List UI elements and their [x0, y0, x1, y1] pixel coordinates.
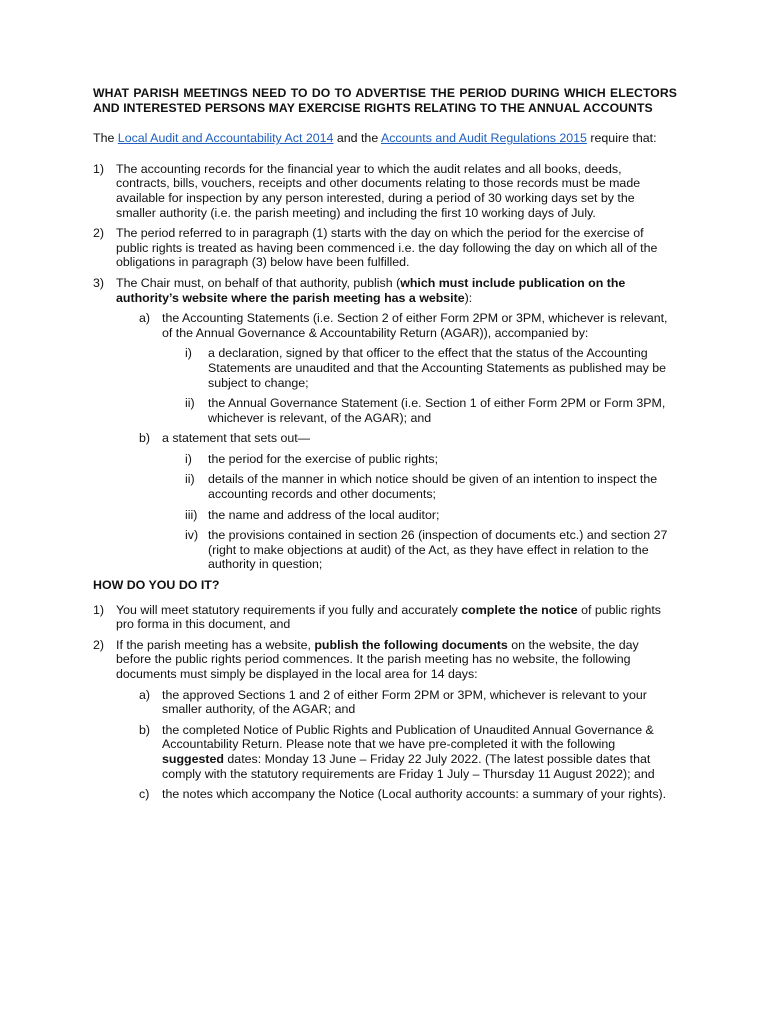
list-letter: a)	[139, 687, 151, 702]
requirement-text-end: ):	[464, 290, 473, 305]
sublist-item-a	[139, 311, 677, 425]
intro-suffix: require that:	[586, 131, 657, 146]
how-sublist-text: the notes which accompany the Notice (Local authority accounts: a summary of your rights).	[162, 787, 667, 802]
document-content	[93, 86, 677, 808]
how-bold-text: publish the following documents	[314, 637, 508, 652]
requirement-text: The period referred to in paragraph (1) starts with the day on which the period for the exercise of public rights is treated as having been commenced i.e. the day following the day on which all of the obligations in paragraph (3) below have been fulfilled.	[116, 226, 658, 270]
requirement-item-3	[93, 276, 677, 572]
how-text-end: on the website, the day before the public rights period commences. It the parish meeting has no website, the following documents must simply be displayed in the local area for 14 days:	[116, 637, 639, 681]
list-letter: a)	[139, 311, 151, 326]
how-text-end: of public rights pro forma in this document, and	[116, 602, 661, 632]
subsublist-text: the period for the exercise of public rights;	[208, 451, 439, 466]
requirement-text: The Chair must, on behalf of that authority, publish (	[116, 275, 401, 290]
subsublist-text: the name and address of the local auditor;	[208, 507, 440, 522]
how-sublist-item-c	[139, 787, 677, 802]
subsublist-item-i	[185, 346, 677, 390]
subsublist-text: the Annual Governance Statement (i.e. Section 1 of either Form 2PM or Form 3PM, whichever is relevant, of the AGAR); and	[208, 396, 666, 425]
list-letter: b)	[139, 722, 151, 737]
suggested-bold-text: suggested	[162, 751, 224, 766]
subsublist-item-iii	[185, 508, 677, 523]
list-roman: iv)	[185, 528, 199, 543]
requirement-text: The accounting records for the financial year to which the audit relates and all books, deeds, contracts, bills, vouchers, receipts and other documents relating to those records must be made available for inspection by any person interested, during a period of 30 working days set by the smaller authority (i.e. the parish meeting) and including the first 10 working days of July.	[116, 161, 641, 220]
sublist-text: the Accounting Statements (i.e. Section 2 of either Form 2PM or 3PM, whichever is relevant, of the Annual Governance & Accountability Return (AGAR)), accompanied by:	[162, 311, 668, 340]
subsublist-item-iv	[185, 528, 677, 572]
how-item-2	[93, 638, 677, 802]
document-title: WHAT PARISH MEETINGS NEED TO DO TO ADVERTISE THE PERIOD DURING WHICH ELECTORS AND INTERESTED PERSONS MAY EXERCISE RIGHTS RELATING TO THE ANNUAL ACCOUNTS	[93, 86, 677, 115]
list-roman: i)	[185, 451, 192, 466]
subsublist-item-i	[185, 452, 677, 467]
requirement-item-1	[93, 162, 677, 220]
requirement-bold-text: which must include publication on the authority’s website where the parish meeting has a website	[116, 275, 626, 305]
subsublist-item-ii	[185, 472, 677, 501]
list-number: 1)	[93, 161, 105, 176]
accounts-audit-regulations-link[interactable]: Accounts and Audit Regulations 2015	[380, 131, 587, 146]
intro-prefix: The	[93, 131, 118, 146]
list-roman: iii)	[185, 507, 198, 522]
subsublist-text: the provisions contained in section 26 (inspection of documents etc.) and section 27 (right to make objections at audit) of the Act, as they have effect in relation to the authority in question;	[208, 528, 668, 572]
how-sublist-text: the completed Notice of Public Rights and Publication of Unaudited Annual Governance & Accountability Return. Please note that we have pre-completed it with the following	[162, 722, 654, 752]
list-number: 1)	[93, 602, 105, 617]
how-heading: HOW DO YOU DO IT?	[93, 578, 220, 593]
how-text: You will meet statutory requirements if you fully and accurately	[116, 602, 462, 617]
how-sublist-item-a	[139, 688, 677, 717]
list-roman: ii)	[185, 396, 195, 411]
list-roman: i)	[185, 346, 192, 361]
list-number: 2)	[93, 226, 105, 241]
list-letter: b)	[139, 431, 151, 446]
how-item-1	[93, 603, 677, 632]
how-sublist-item-b	[139, 723, 677, 781]
list-letter: c)	[139, 787, 150, 802]
local-audit-act-link[interactable]: Local Audit and Accountability Act 2014	[117, 131, 334, 146]
how-bold-text: complete the notice	[461, 602, 578, 617]
requirement-item-2	[93, 226, 677, 270]
how-sublist-text: the approved Sections 1 and 2 of either Form 2PM or 3PM, whichever is relevant to your smaller authority, of the AGAR; and	[162, 687, 647, 717]
intro-paragraph	[93, 131, 677, 146]
sublist-text: a statement that sets out—	[162, 431, 311, 446]
subsublist-text: a declaration, signed by that officer to the effect that the status of the Accounting Statements are unaudited and that the Accounting Statements as published may be subject to change;	[208, 346, 667, 390]
how-text: If the parish meeting has a website,	[116, 637, 315, 652]
how-sublist-text-end: dates: Monday 13 June – Friday 22 July 2022. (The latest possible dates that comply with the statutory requirements are Friday 1 July – Thursday 11 August 2022); and	[162, 751, 655, 781]
list-number: 2)	[93, 637, 105, 652]
list-roman: ii)	[185, 472, 195, 487]
subsublist-text: details of the manner in which notice should be given of an intention to inspect the accounting records and other documents;	[208, 472, 658, 502]
intro-middle: and the	[333, 131, 381, 146]
list-number: 3)	[93, 275, 105, 290]
subsublist-item-ii	[185, 396, 677, 425]
sublist-item-b	[139, 431, 677, 572]
